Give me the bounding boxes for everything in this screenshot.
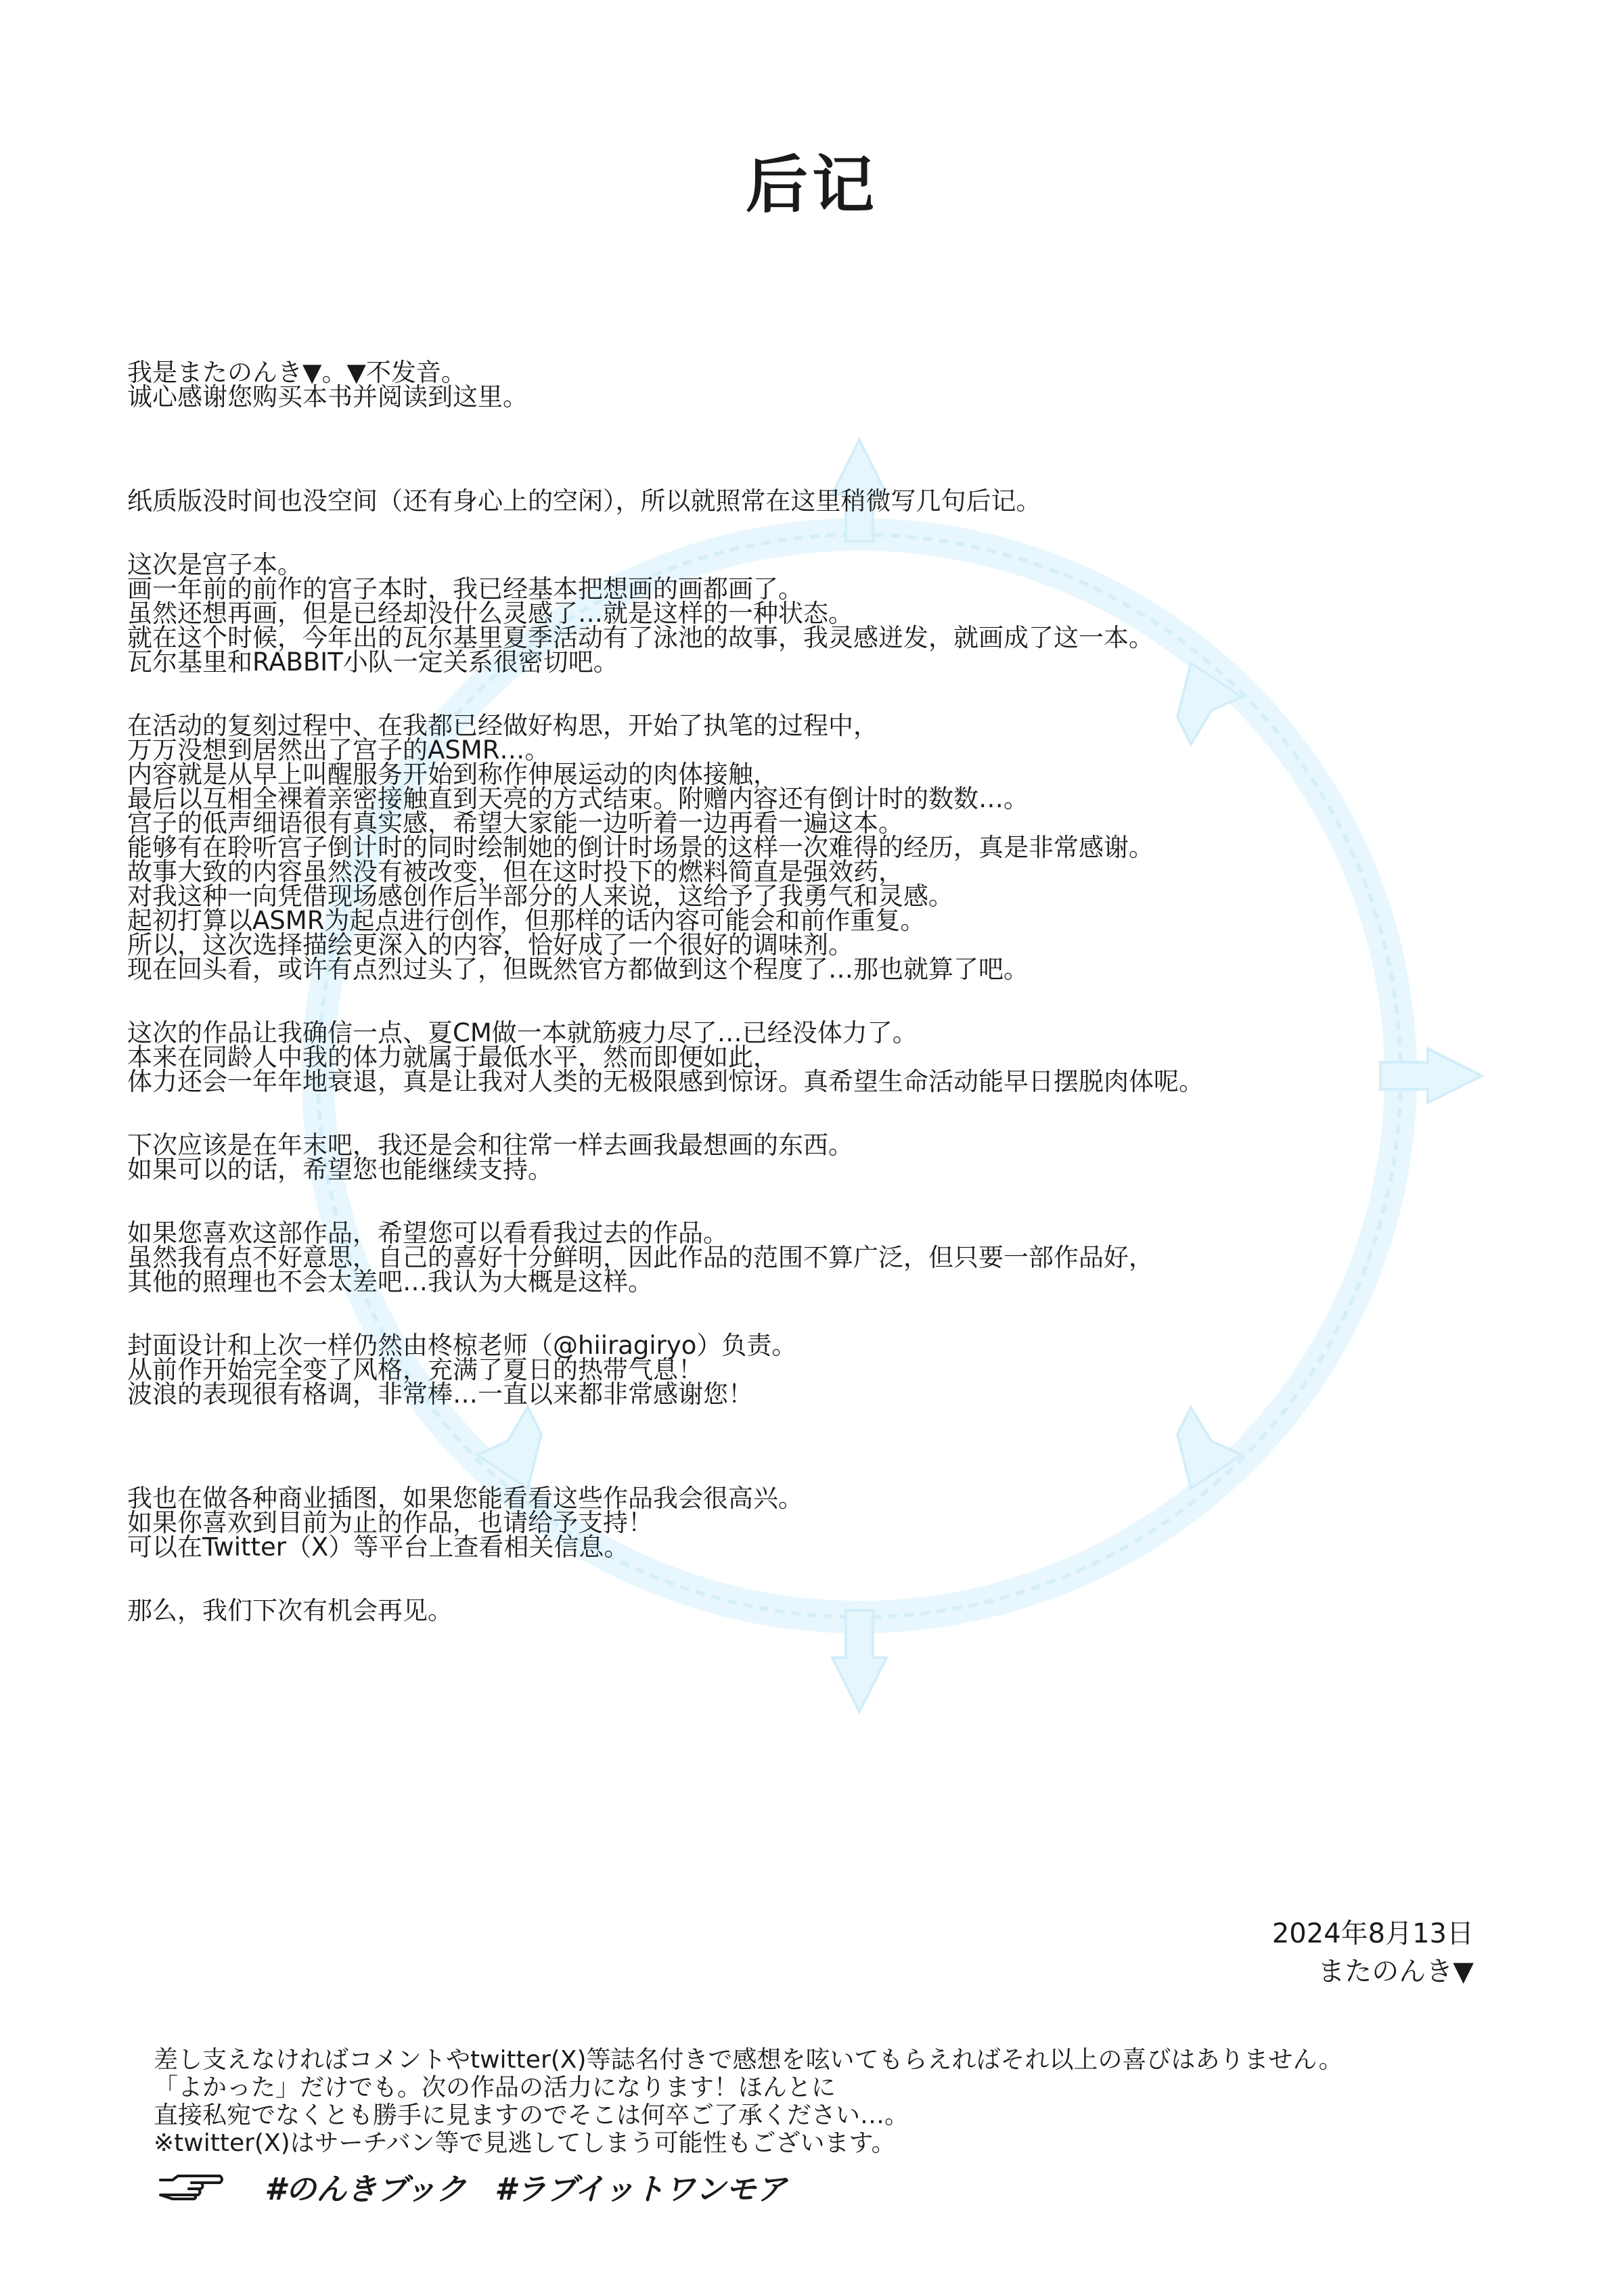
body-line: 可以在Twitter（X）等平台上查看相关信息。 [127, 1533, 629, 1562]
paragraph [127, 550, 1521, 677]
footer-note [154, 2046, 1575, 2157]
body-line: 本来在同龄人中我的体力就属于最低水平，然而即便如此， [127, 1043, 778, 1072]
body-line: 封面设计和上次一样仍然由柊椋老师（@hiiragiryo）负责。 [127, 1331, 797, 1360]
body-line: 那么，我们下次有机会再见。 [127, 1596, 453, 1625]
body-line: 最后以互相全裸着亲密接触直到天亮的方式结束。附赠内容还有倒计时的数数…。 [127, 784, 1029, 813]
body-line: 万万没想到居然出了宫子的ASMR…。 [127, 735, 550, 765]
body-line: 虽然我有点不好意思，自己的喜好十分鲜明，因此作品的范围不算广泛，但只要一部作品好， [127, 1243, 1154, 1272]
afterword-body [127, 360, 1521, 1662]
body-line: 如果您喜欢这部作品，希望您可以看看我过去的作品。 [127, 1219, 728, 1248]
footer-line: 直接私宛でなくとも勝手に見ますのでそこは何卒ご了承ください…。 [154, 2102, 909, 2129]
footer-line: 「よかった」だけでも。次の作品の活力になります！ほんとに [154, 2074, 836, 2102]
body-line: 从前作开始完全变了风格，充满了夏日的热带气息！ [127, 1355, 703, 1384]
body-line: 起初打算以ASMR为起点进行创作，但那样的话内容可能会和前作重复。 [127, 906, 926, 935]
hashtag-row [158, 2164, 815, 2208]
signature-author: またのんき▼ [1317, 1956, 1474, 1987]
signature-block [1272, 1915, 1474, 1991]
hashtag-1[interactable]: #のんきブック [265, 2171, 467, 2207]
body-line: 如果可以的话，希望您也能继续支持。 [127, 1155, 553, 1184]
body-line: 现在回头看，或许有点烈过头了，但既然官方都做到这个程度了…那也就算了吧。 [127, 955, 1029, 984]
page-title: 后记 [745, 149, 878, 221]
body-line: 能够有在聆听宫子倒计时的同时绘制她的倒计时场景的这样一次难得的经历，真是非常感谢。 [127, 833, 1154, 862]
body-line: 诚心感谢您购买本书并阅读到这里。 [127, 382, 528, 411]
body-line: 其他的照理也不会太差吧…我认为大概是这样。 [127, 1267, 653, 1296]
footer-line: 差し支えなければコメントやtwitter(X)等誌名付きで感想を呟いてもらえればそれ以上の喜びはありません。 [154, 2046, 1343, 2074]
signature-date: 2024年8月13日 [1271, 1918, 1474, 1949]
paragraph [127, 1331, 1521, 1409]
paragraph [127, 711, 1521, 984]
body-line: 这次是宫子本。 [127, 550, 302, 579]
body-line: 如果你喜欢到目前为止的作品，也请给予支持！ [127, 1508, 653, 1537]
body-line: 对我这种一向凭借现场感创作后半部分的人来说，这给予了我勇气和灵感。 [127, 882, 953, 911]
body-line: 所以，这次选择描绘更深入的内容，恰好成了一个很好的调味剂。 [127, 930, 853, 959]
hashtag-2[interactable]: #ラブイットワンモア [495, 2171, 787, 2207]
pointing-hand-icon [158, 2173, 225, 2200]
paragraph [127, 1131, 1521, 1184]
body-line: 体力还会一年年地衰退，真是让我对人类的无极限感到惊讶。真希望生命活动能早日摆脱肉体呢。 [127, 1067, 1204, 1096]
paragraph [127, 1018, 1521, 1096]
body-line: 内容就是从早上叫醒服务开始到称作伸展运动的肉体接触， [127, 760, 778, 789]
body-line: 就在这个时候，今年出的瓦尔基里夏季活动有了泳池的故事，我灵感迸发，就画成了这一本。 [127, 623, 1154, 652]
paragraph [127, 360, 1521, 409]
paragraph [127, 1596, 1521, 1625]
body-line: 纸质版没时间也没空间（还有身心上的空闲），所以就照常在这里稍微写几句后记。 [127, 486, 1041, 516]
body-line: 这次的作品让我确信一点、夏CM做一本就筋疲力尽了…已经没体力了。 [127, 1018, 918, 1047]
body-line: 下次应该是在年末吧，我还是会和往常一样去画我最想画的东西。 [127, 1131, 853, 1160]
paragraph [127, 486, 1521, 516]
body-line: 波浪的表现很有格调，非常棒…一直以来都非常感谢您！ [127, 1380, 753, 1409]
body-line: 我是またのんき▼。▼不发音。 [127, 358, 466, 387]
body-line: 在活动的复刻过程中、在我都已经做好构思，开始了执笔的过程中， [127, 711, 878, 740]
paragraph [127, 1221, 1521, 1294]
body-line: 故事大致的内容虽然没有被改变，但在这时投下的燃料简直是强效药， [127, 857, 903, 886]
body-line: 虽然还想再画，但是已经却没什么灵感了…就是这样的一种状态。 [127, 599, 853, 628]
paragraph [127, 1484, 1521, 1562]
body-line: 宫子的低声细语很有真实感，希望大家能一边听着一边再看一遍这本。 [127, 809, 903, 838]
body-line: 瓦尔基里和RABBIT小队一定关系很密切吧。 [127, 648, 618, 677]
body-line: 我也在做各种商业插图，如果您能看看这些作品我会很高兴。 [127, 1484, 803, 1513]
footer-line: ※twitter(X)はサーチバン等で見逃してしまう可能性もございます。 [154, 2129, 896, 2157]
body-line: 画一年前的前作的宫子本时，我已经基本把想画的画都画了。 [127, 574, 803, 604]
